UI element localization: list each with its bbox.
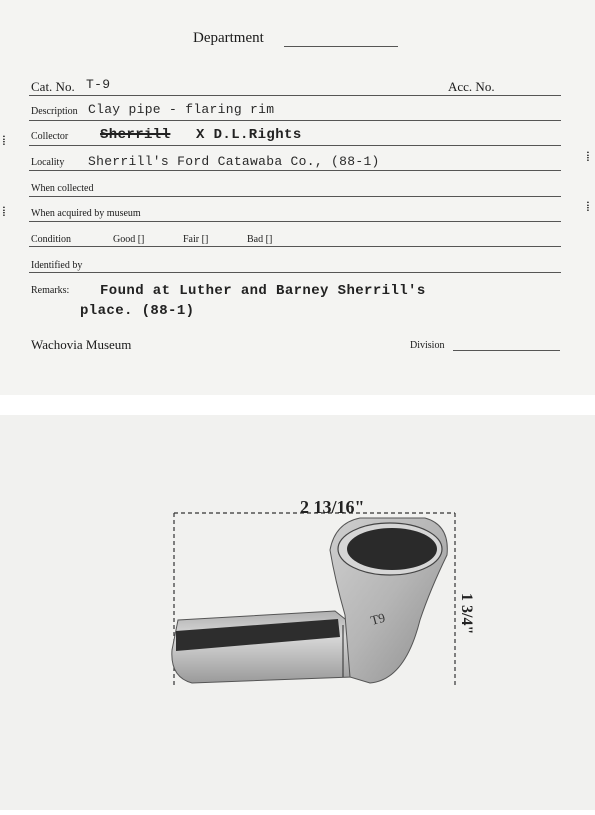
accno-label: Acc. No. bbox=[448, 79, 495, 94]
row-line-when-collected bbox=[29, 196, 561, 197]
collector-label: Collector bbox=[31, 131, 69, 142]
division-line bbox=[453, 350, 560, 351]
condition-label: Condition bbox=[31, 234, 72, 245]
remarks-label: Remarks: bbox=[31, 285, 70, 296]
row-line-when-acquired bbox=[29, 221, 561, 222]
catalog-card-front bbox=[0, 0, 595, 395]
museum-name: Wachovia Museum bbox=[31, 337, 132, 352]
catno-value: T-9 bbox=[86, 77, 111, 92]
row-line-catno bbox=[29, 95, 561, 96]
punch-mark-left-1: ⁞ bbox=[2, 134, 6, 149]
row-line-identified bbox=[29, 272, 561, 273]
division-label: Division bbox=[410, 340, 445, 351]
remarks-line-2: place. (88-1) bbox=[80, 303, 195, 319]
department-label: Department bbox=[193, 30, 264, 46]
locality-value: Sherrill's Ford Catawaba Co., (88-1) bbox=[88, 154, 380, 169]
condition-fair: Fair [] bbox=[183, 234, 209, 245]
remarks-line-1: Found at Luther and Barney Sherrill's bbox=[100, 283, 426, 299]
row-line-locality bbox=[29, 170, 561, 171]
punch-mark-right-1: ⁞ bbox=[586, 150, 590, 165]
catno-label: Cat. No. bbox=[31, 79, 75, 94]
row-line-condition bbox=[29, 246, 561, 247]
pipe-stem bbox=[172, 611, 352, 683]
when-acquired-label: When acquired by museum bbox=[31, 208, 141, 219]
row-line-collector bbox=[29, 145, 561, 146]
collector-struck-value: Sherrill bbox=[100, 127, 171, 143]
pipe-drawing bbox=[0, 415, 595, 810]
description-value: Clay pipe - flaring rim bbox=[88, 102, 275, 117]
collector-value: X D.L.Rights bbox=[196, 127, 302, 143]
locality-label: Locality bbox=[31, 157, 65, 168]
punch-mark-left-2: ⁞ bbox=[2, 205, 6, 220]
department-line bbox=[284, 46, 398, 47]
pipe-catalog-mark: T9 bbox=[368, 609, 387, 628]
row-line-description bbox=[29, 120, 561, 121]
condition-good: Good [] bbox=[113, 234, 145, 245]
width-dimension-label: 2 13/16" bbox=[300, 497, 365, 517]
punch-mark-right-2: ⁞ bbox=[586, 200, 590, 215]
identified-label: Identified by bbox=[31, 260, 83, 271]
description-label: Description bbox=[31, 106, 78, 117]
height-dimension-label: 1 3/4" bbox=[458, 593, 475, 635]
condition-bad: Bad [] bbox=[247, 234, 273, 245]
catalog-card-back bbox=[0, 415, 595, 810]
when-collected-label: When collected bbox=[31, 183, 94, 194]
